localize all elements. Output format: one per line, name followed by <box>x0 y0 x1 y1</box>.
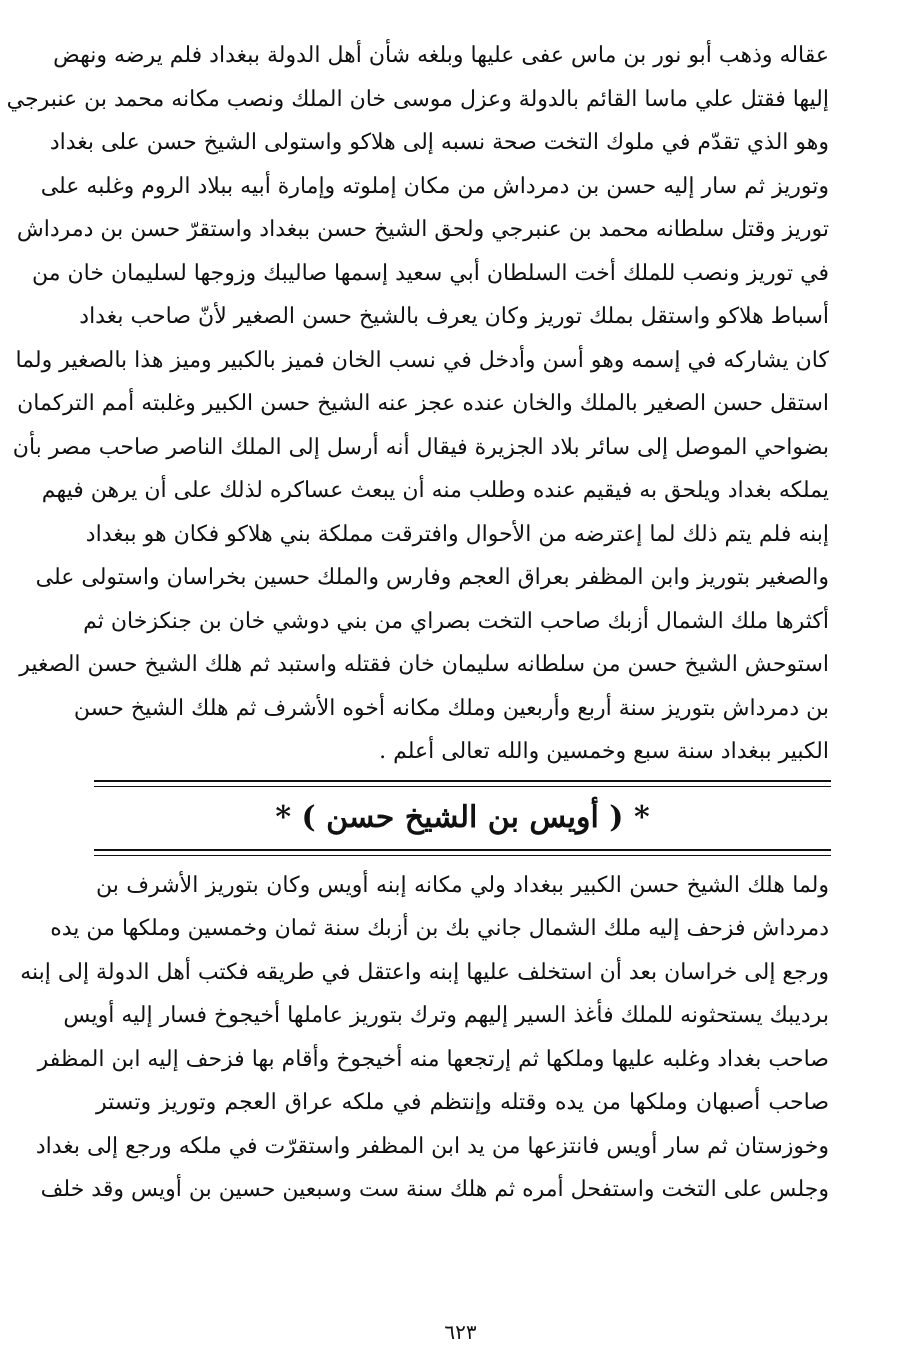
text-line: دمرداش فزحف إليه ملك الشمال جاني بك بن أزبك سنة ثمان وخمسين وملكها من يده <box>50 916 829 941</box>
text-line: وجلس على التخت واستفحل أمره ثم هلك سنة ست وسبعين حسين بن أويس وقد خلف <box>40 1177 829 1202</box>
heading-top-rules <box>94 780 831 787</box>
section-heading <box>96 787 829 849</box>
section-heading-text: * ( أويس بن الشيخ حسن ) * <box>275 799 650 835</box>
divider-line <box>94 849 831 851</box>
text-line: ولما هلك الشيخ حسن الكبير ببغداد ولي مكانه إبنه أويس وكان بتوريز الأشرف بن <box>96 872 829 898</box>
text-line: وهو الذي تقدّم في ملوك التخت صحة نسبه إلى هلاكو واستولى الشيخ حسن على بغداد <box>49 130 829 155</box>
text-line: برديبك يستحثونه للملك فأغذ السير إليهم وترك بتوريز عاملها أخيجوخ فسار إليه أويس <box>63 1003 829 1028</box>
text-line: كان يشاركه في إسمه وهو أسن وأدخل في نسب الخان فميز بالكبير وميز هذا بالصغير ولما <box>15 347 829 373</box>
text-line: أكثرها ملك الشمال أزبك صاحب التخت بصراي من بني دوشي خان بن جنكزخان ثم <box>83 608 829 634</box>
text-line: بضواحي الموصل إلى سائر بلاد الجزيرة فيقال أنه أرسل إلى الملك الناصر صاحب مصر بأن <box>12 434 829 460</box>
text-line: إليها فقتل علي ماسا القائم بالدولة وعزل موسى خان الملك ونصب مكانه محمد بن عنبرجي <box>6 86 829 112</box>
text-line: في توريز ونصب للملك أخت السلطان أبي سعيد إسمها صاليبك وزوجها لسليمان خان من <box>32 260 829 286</box>
divider-line <box>94 780 831 782</box>
paragraph-1 <box>6 34 829 774</box>
text-line: وتوريز ثم سار إليه حسن بن دمرداش من مكان إملوته وإمارة أبيه ببلاد الروم وغلبه على <box>40 173 829 199</box>
text-line: صاحب بغداد وغلبه عليها وملكها ثم إرتجعها منه أخيجوخ وأقام بها فزحف إليه ابن المظفر <box>37 1046 829 1072</box>
text-line: وخوزستان ثم سار أويس فانتزعها من يد ابن المظفر واستقرّت في ملكه ورجع إلى بغداد <box>35 1133 829 1159</box>
text-line: إبنه فلم يتم ذلك لما إعترضه من الأحوال وافترقت مملكة بني هلاكو فكان هو ببغداد <box>85 521 829 547</box>
text-line: والصغير بتوريز وابن المظفر بعراق العجم وفارس والملك حسين بخراسان واستولى على <box>35 565 829 590</box>
text-line: بن دمرداش بتوريز سنة أربع وأربعين وملك مكانه أخوه الأشرف ثم هلك الشيخ حسن <box>73 695 829 721</box>
text-line: أسباط هلاكو واستقل بملك توريز وكان يعرف بالشيخ حسن الصغير لأنّ صاحب بغداد <box>79 304 829 329</box>
divider-line <box>94 855 831 856</box>
text-line: ورجع إلى خراسان بعد أن استخلف عليها إبنه واعتقل في طريقه فكتب أهل الدولة إلى إبنه <box>20 959 829 985</box>
text-line: استوحش الشيخ حسن من سلطانه سليمان خان فقتله واستبد ثم هلك الشيخ حسن الصغير <box>19 652 829 677</box>
text-line: الكبير ببغداد سنة سبع وخمسين والله تعالى أعلم . <box>379 739 829 764</box>
text-line: توريز وقتل سلطانه محمد بن عنبرجي ولحق الشيخ حسن ببغداد واستقرّ حسن بن دمرداش <box>16 217 829 242</box>
text-line: يملكه بغداد ويلحق به فيقيم عنده وطلب منه أن يبعث عساكره لذلك على أن يرهن فيهم <box>41 478 829 503</box>
text-line: صاحب أصبهان وملكها من يده وقتله وإنتظم في ملكه عراق العجم وتوريز وتستر <box>96 1090 829 1115</box>
page-number: ٦٢٣ <box>444 1320 477 1344</box>
paragraph-2 <box>20 864 829 1212</box>
text-line: استقل حسن الصغير بالملك والخان عنده عجز عنه الشيخ حسن الكبير وغلبته أمم التركمان <box>17 391 829 416</box>
text-line: عقاله وذهب أبو نور بن ماس عفى عليها وبلغه شأن أهل الدولة ببغداد فلم يرضه ونهض <box>53 43 829 68</box>
heading-bottom-rules <box>94 849 831 856</box>
